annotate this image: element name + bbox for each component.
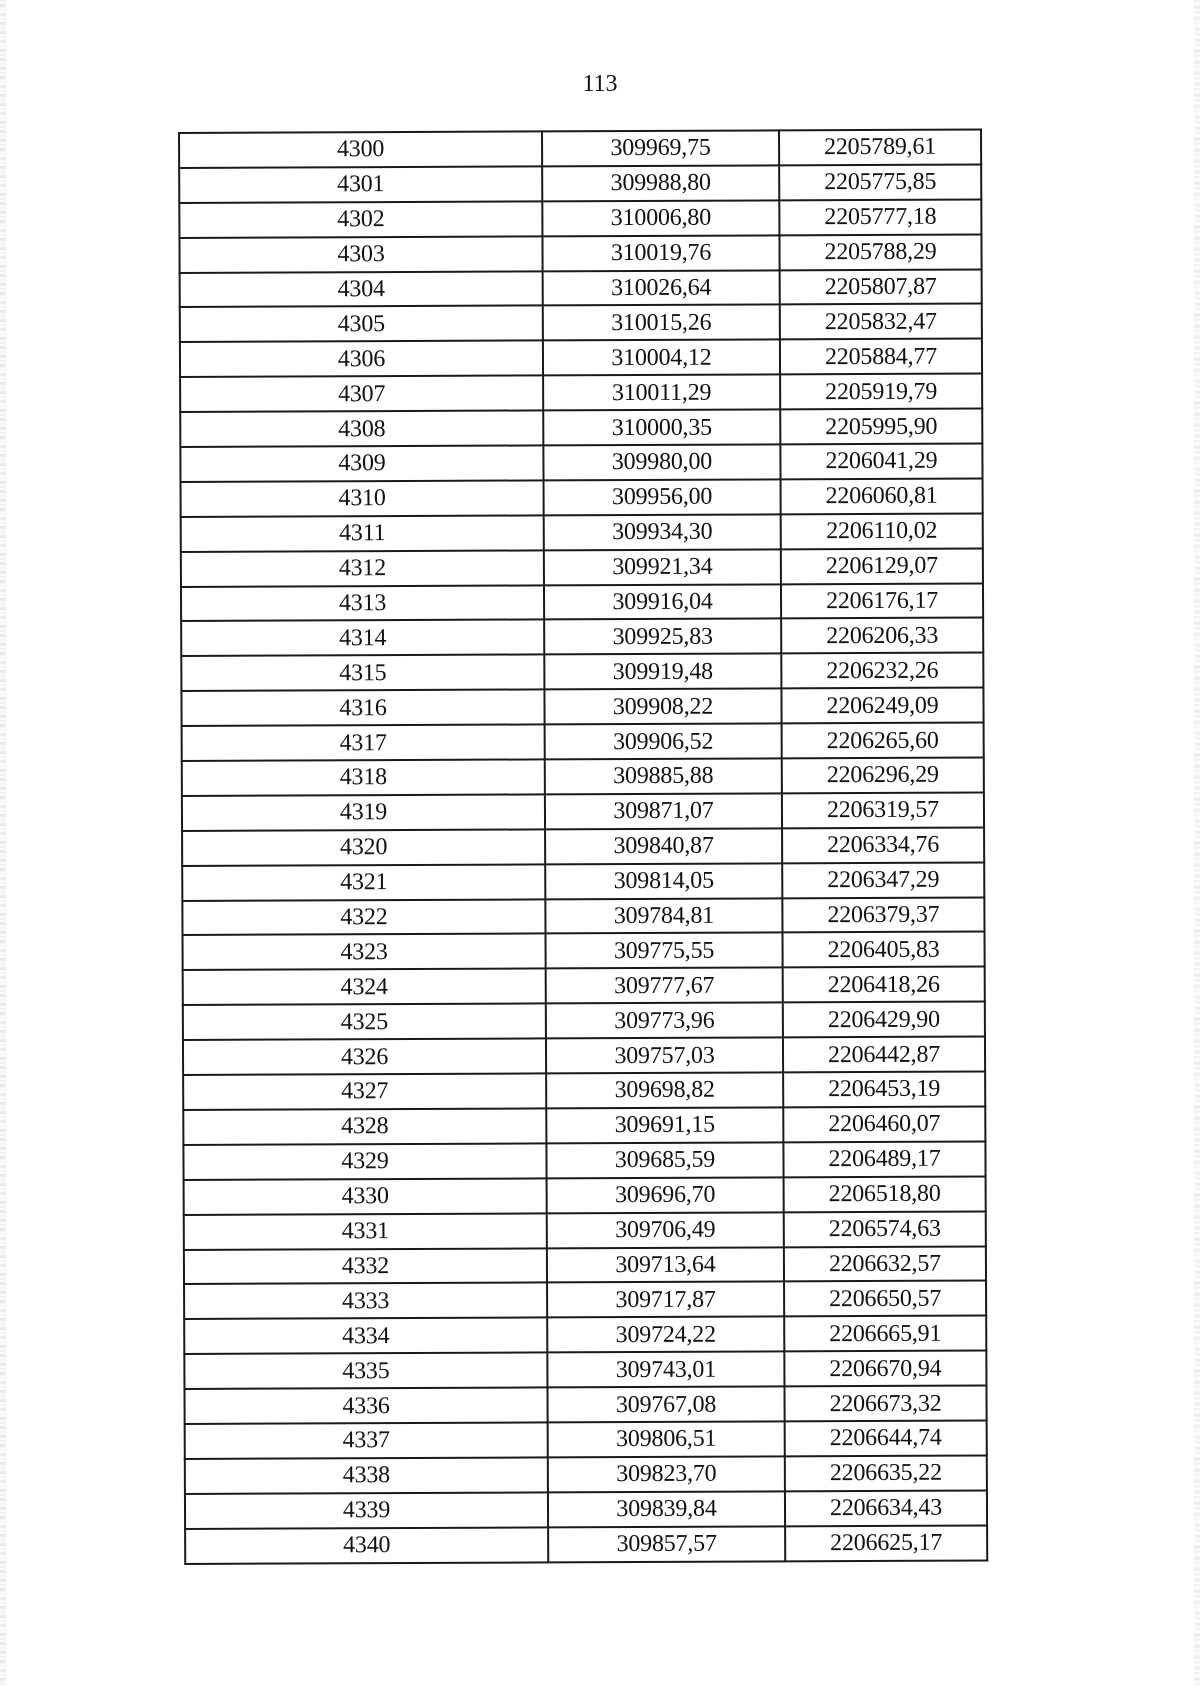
y-coordinate-cell: 2206060,81: [781, 478, 983, 514]
table-row: [181, 478, 983, 516]
point-number-cell: 4323: [183, 934, 546, 970]
point-number-cell: 4305: [180, 306, 543, 342]
table-row: [183, 1141, 985, 1179]
coordinates-table-body: [179, 129, 987, 1563]
y-coordinate-cell: 2206442,87: [783, 1037, 985, 1073]
y-coordinate-cell: 2206232,26: [781, 653, 983, 689]
table-row: [180, 339, 982, 377]
y-coordinate-cell: 2205788,29: [779, 234, 981, 270]
point-number-cell: 4333: [184, 1283, 547, 1319]
y-coordinate-cell: 2206110,02: [781, 513, 983, 549]
point-number-cell: 4304: [180, 271, 543, 307]
x-coordinate-cell: 309724,22: [547, 1317, 784, 1353]
y-coordinate-cell: 2205884,77: [780, 339, 982, 375]
y-coordinate-cell: 2206129,07: [781, 548, 983, 584]
y-coordinate-cell: 2206206,33: [781, 618, 983, 654]
x-coordinate-cell: 309885,88: [545, 758, 782, 794]
point-number-cell: 4313: [181, 585, 544, 621]
x-coordinate-cell: 309784,81: [545, 898, 782, 934]
point-number-cell: 4312: [181, 550, 544, 586]
x-coordinate-cell: 309698,82: [546, 1072, 783, 1108]
table-row: [185, 1455, 987, 1493]
table-row: [184, 1211, 986, 1249]
y-coordinate-cell: 2206574,63: [784, 1211, 986, 1247]
point-number-cell: 4302: [179, 201, 542, 237]
table-row: [179, 164, 981, 202]
y-coordinate-cell: 2206670,94: [784, 1351, 986, 1387]
table-row: [181, 688, 983, 726]
y-coordinate-cell: 2206379,37: [782, 897, 984, 933]
point-number-cell: 4308: [180, 411, 543, 447]
x-coordinate-cell: 309757,03: [546, 1038, 783, 1074]
table-row: [180, 444, 982, 482]
x-coordinate-cell: 310011,29: [543, 375, 780, 411]
table-row: [182, 897, 984, 935]
x-coordinate-cell: 309916,04: [544, 584, 781, 620]
point-number-cell: 4326: [183, 1039, 546, 1075]
point-number-cell: 4320: [182, 829, 545, 865]
scan-edge-right: [1194, 0, 1200, 1686]
point-number-cell: 4335: [184, 1353, 547, 1389]
x-coordinate-cell: 309717,87: [547, 1282, 784, 1318]
point-number-cell: 4322: [182, 899, 545, 935]
table-row: [184, 1246, 986, 1284]
y-coordinate-cell: 2206041,29: [780, 444, 982, 480]
point-number-cell: 4329: [183, 1143, 546, 1179]
table-row: [184, 1281, 986, 1319]
y-coordinate-cell: 2205995,90: [780, 409, 982, 445]
y-coordinate-cell: 2206319,57: [782, 792, 984, 828]
page-number: 113: [582, 71, 618, 97]
x-coordinate-cell: 309823,70: [548, 1456, 785, 1492]
x-coordinate-cell: 309921,34: [544, 549, 781, 585]
table-row: [183, 1037, 985, 1075]
table-row: [185, 1420, 987, 1458]
point-number-cell: 4318: [182, 759, 545, 795]
table-row: [181, 583, 983, 621]
scan-edge-left: [0, 0, 6, 1686]
y-coordinate-cell: 2206665,91: [784, 1316, 986, 1352]
y-coordinate-cell: 2205777,18: [779, 199, 981, 235]
y-coordinate-cell: 2205807,87: [780, 269, 982, 305]
table-row: [183, 1072, 985, 1110]
point-number-cell: 4317: [182, 725, 545, 761]
y-coordinate-cell: 2205832,47: [780, 304, 982, 340]
table-row: [184, 1386, 986, 1424]
point-number-cell: 4325: [183, 1004, 546, 1040]
point-number-cell: 4300: [179, 131, 542, 167]
x-coordinate-cell: 309814,05: [545, 863, 782, 899]
table-row: [181, 548, 983, 586]
x-coordinate-cell: 310019,76: [542, 235, 779, 271]
point-number-cell: 4301: [179, 166, 542, 202]
point-number-cell: 4327: [183, 1073, 546, 1109]
x-coordinate-cell: 309839,84: [548, 1491, 785, 1527]
x-coordinate-cell: 309806,51: [548, 1421, 785, 1457]
point-number-cell: 4331: [184, 1213, 547, 1249]
point-number-cell: 4338: [185, 1457, 548, 1493]
point-number-cell: 4307: [180, 376, 543, 412]
x-coordinate-cell: 309988,80: [542, 165, 779, 201]
x-coordinate-cell: 309773,96: [546, 1003, 783, 1039]
x-coordinate-cell: 309956,00: [544, 479, 781, 515]
table-row: [179, 199, 981, 237]
y-coordinate-cell: 2206405,83: [783, 932, 985, 968]
table-row: [181, 513, 983, 551]
table-row: [180, 374, 982, 412]
x-coordinate-cell: 309906,52: [545, 724, 782, 760]
y-coordinate-cell: 2206518,80: [784, 1176, 986, 1212]
x-coordinate-cell: 309980,00: [543, 444, 780, 480]
point-number-cell: 4311: [181, 515, 544, 551]
y-coordinate-cell: 2206347,29: [782, 862, 984, 898]
y-coordinate-cell: 2206249,09: [781, 688, 983, 724]
table-row: [179, 129, 981, 167]
y-coordinate-cell: 2206625,17: [785, 1525, 987, 1561]
point-number-cell: 4336: [184, 1387, 547, 1423]
y-coordinate-cell: 2205789,61: [779, 129, 981, 165]
y-coordinate-cell: 2206489,17: [783, 1141, 985, 1177]
x-coordinate-cell: 309777,67: [546, 968, 783, 1004]
point-number-cell: 4337: [185, 1422, 548, 1458]
table-row: [182, 827, 984, 865]
y-coordinate-cell: 2206673,32: [784, 1386, 986, 1422]
point-number-cell: 4310: [181, 480, 544, 516]
x-coordinate-cell: 310015,26: [543, 305, 780, 341]
y-coordinate-cell: 2206176,17: [781, 583, 983, 619]
y-coordinate-cell: 2206453,19: [783, 1072, 985, 1108]
x-coordinate-cell: 309840,87: [545, 828, 782, 864]
table-row: [180, 269, 982, 307]
point-number-cell: 4314: [181, 620, 544, 656]
point-number-cell: 4316: [181, 690, 544, 726]
table-row: [182, 862, 984, 900]
table-row: [184, 1351, 986, 1389]
point-number-cell: 4340: [185, 1527, 548, 1563]
y-coordinate-cell: 2206460,07: [783, 1106, 985, 1142]
point-number-cell: 4324: [183, 969, 546, 1005]
y-coordinate-cell: 2206265,60: [782, 723, 984, 759]
point-number-cell: 4321: [182, 864, 545, 900]
table-row: [181, 653, 983, 691]
point-number-cell: 4303: [179, 236, 542, 272]
x-coordinate-cell: 310004,12: [543, 340, 780, 376]
x-coordinate-cell: 309969,75: [542, 130, 779, 166]
x-coordinate-cell: 309871,07: [545, 793, 782, 829]
x-coordinate-cell: 309685,59: [546, 1142, 783, 1178]
table-row: [180, 304, 982, 342]
y-coordinate-cell: 2206418,26: [783, 967, 985, 1003]
table-row: [182, 792, 984, 830]
table-row: [183, 967, 985, 1005]
point-number-cell: 4330: [184, 1178, 547, 1214]
point-number-cell: 4328: [183, 1108, 546, 1144]
y-coordinate-cell: 2206334,76: [782, 827, 984, 863]
table-row: [179, 234, 981, 272]
coordinates-table: [178, 128, 988, 1564]
table-row: [183, 932, 985, 970]
x-coordinate-cell: 309919,48: [544, 654, 781, 690]
table-row: [182, 758, 984, 796]
x-coordinate-cell: 310026,64: [543, 270, 780, 306]
point-number-cell: 4334: [184, 1318, 547, 1354]
x-coordinate-cell: 309713,64: [547, 1247, 784, 1283]
table-row: [184, 1176, 986, 1214]
y-coordinate-cell: 2206644,74: [785, 1420, 987, 1456]
point-number-cell: 4306: [180, 341, 543, 377]
x-coordinate-cell: 310000,35: [543, 409, 780, 445]
y-coordinate-cell: 2205775,85: [779, 164, 981, 200]
y-coordinate-cell: 2206632,57: [784, 1246, 986, 1282]
x-coordinate-cell: 309775,55: [546, 933, 783, 969]
table-row: [181, 618, 983, 656]
table-row: [183, 1002, 985, 1040]
x-coordinate-cell: 309857,57: [548, 1526, 785, 1562]
y-coordinate-cell: 2206296,29: [782, 758, 984, 794]
table-row: [182, 723, 984, 761]
point-number-cell: 4309: [180, 445, 543, 481]
y-coordinate-cell: 2205919,79: [780, 374, 982, 410]
x-coordinate-cell: 309934,30: [544, 514, 781, 550]
x-coordinate-cell: 309925,83: [544, 619, 781, 655]
x-coordinate-cell: 309706,49: [547, 1212, 784, 1248]
y-coordinate-cell: 2206429,90: [783, 1002, 985, 1038]
table-row: [185, 1525, 987, 1563]
table-row: [184, 1316, 986, 1354]
table-row: [185, 1490, 987, 1528]
x-coordinate-cell: 309691,15: [546, 1107, 783, 1143]
x-coordinate-cell: 310006,80: [542, 200, 779, 236]
point-number-cell: 4319: [182, 794, 545, 830]
x-coordinate-cell: 309767,08: [547, 1386, 784, 1422]
point-number-cell: 4332: [184, 1248, 547, 1284]
x-coordinate-cell: 309743,01: [547, 1352, 784, 1388]
y-coordinate-cell: 2206650,57: [784, 1281, 986, 1317]
table-row: [180, 409, 982, 447]
x-coordinate-cell: 309696,70: [547, 1177, 784, 1213]
y-coordinate-cell: 2206634,43: [785, 1490, 987, 1526]
x-coordinate-cell: 309908,22: [544, 689, 781, 725]
point-number-cell: 4315: [181, 655, 544, 691]
table-row: [183, 1106, 985, 1144]
y-coordinate-cell: 2206635,22: [785, 1455, 987, 1491]
point-number-cell: 4339: [185, 1492, 548, 1528]
